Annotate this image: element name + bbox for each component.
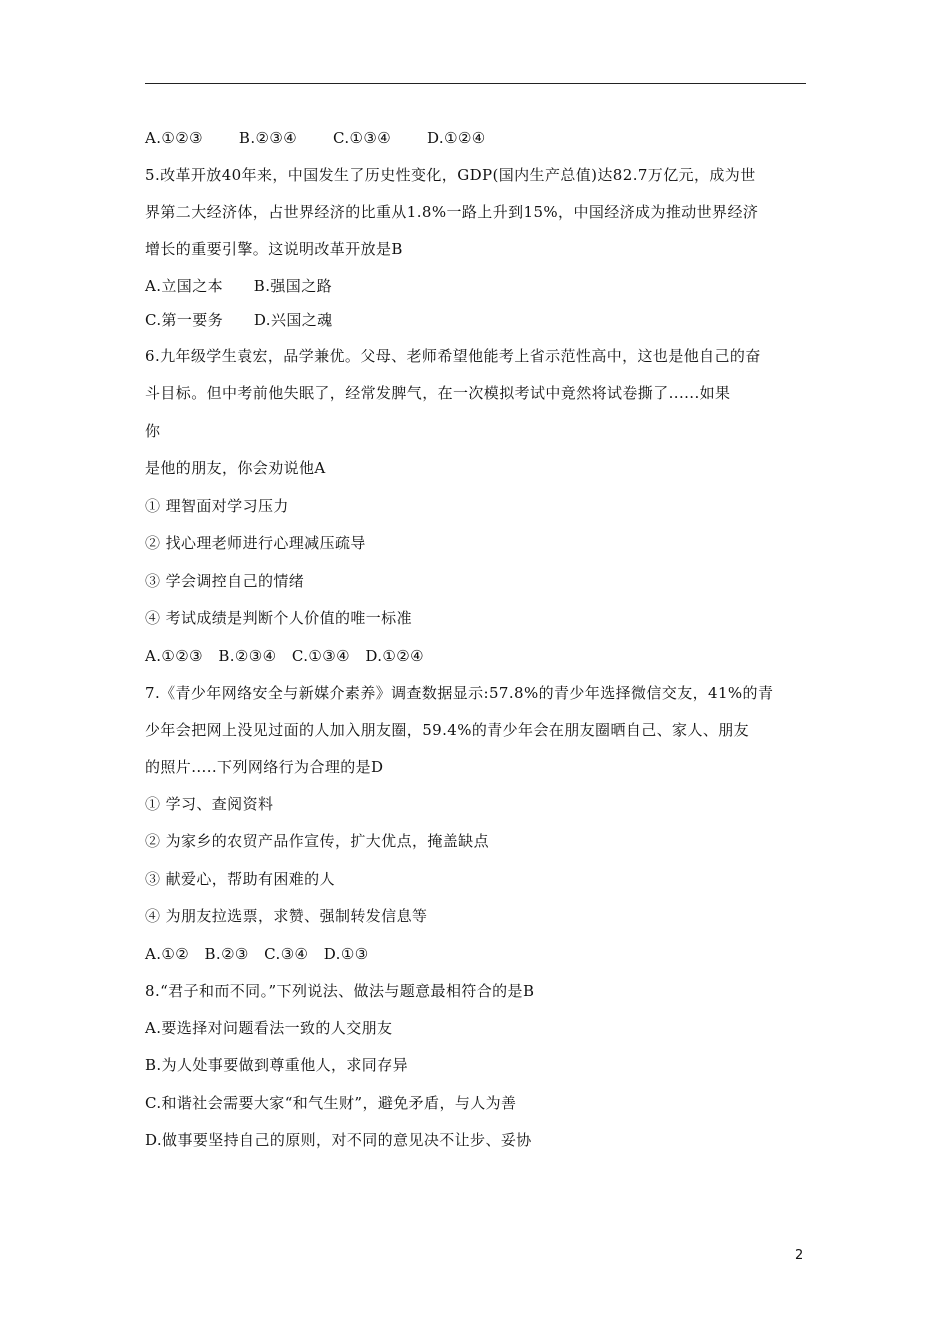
q8-option-c: C.和谐社会需要大家“和气生财”，避免矛盾，与人为善 <box>145 1094 517 1112</box>
q8-option-a: A.要选择对问题看法一致的人交朋友 <box>145 1019 393 1037</box>
q5-options-ab: A.立国之本 B.强国之路 <box>145 277 332 295</box>
q6-stem-line-2: 斗目标。但中考前他失眠了，经常发脾气，在一次模拟考试中竟然将试卷撕了......如果 <box>145 384 731 402</box>
q8-stem: 8.“君子和而不同。”下列说法、做法与题意最相符合的是B <box>145 982 535 1000</box>
q7-item-3: ③ 献爱心，帮助有困难的人 <box>145 870 335 888</box>
q5-stem-line-2: 界第二大经济体，占世界经济的比重从1.8%一路上升到15%，中国经济成为推动世界经济 <box>145 203 759 221</box>
q8-option-d: D.做事要坚持自己的原则，对不同的意见决不让步、妥协 <box>145 1131 532 1149</box>
page-number: 2 <box>795 1248 804 1263</box>
q6-item-2: ② 找心理老师进行心理减压疏导 <box>145 534 366 552</box>
q7-stem-line-1: 7.《青少年网络安全与新媒介素养》调查数据显示:57.8%的青少年选择微信交友，41%的青 <box>145 684 774 702</box>
q7-stem-line-2: 少年会把网上没见过面的人加入朋友圈，59.4%的青少年会在朋友圈晒自己、家人、朋友 <box>145 721 750 739</box>
q7-stem-line-3: 的照片.....下列网络行为合理的是D <box>145 758 384 776</box>
q5-options-cd: C.第一要务 D.兴国之魂 <box>145 311 333 329</box>
q7-item-4: ④ 为朋友拉选票，求赞、强制转发信息等 <box>145 907 428 925</box>
q4-options: A.①②③ B.②③④ C.①③④ D.①②④ <box>145 129 486 147</box>
q7-options: A.①② B.②③ C.③④ D.①③ <box>145 945 369 963</box>
q6-item-3: ③ 学会调控自己的情绪 <box>145 572 305 590</box>
q6-item-1: ① 理智面对学习压力 <box>145 497 289 515</box>
q6-stem-line-3: 你 <box>145 422 161 440</box>
q7-item-2: ② 为家乡的农贸产品作宣传，扩大优点，掩盖缺点 <box>145 832 489 850</box>
q6-stem-line-1: 6.九年级学生袁宏，品学兼优。父母、老师希望他能考上省示范性高中，这也是他自己的奋 <box>145 347 761 365</box>
q5-stem-line-1: 5.改革开放40年来，中国发生了历史性变化，GDP(国内生产总值)达82.7万亿元，成为世 <box>145 166 756 184</box>
q6-options: A.①②③ B.②③④ C.①③④ D.①②④ <box>145 647 424 665</box>
q8-option-b: B.为人处事要做到尊重他人，求同存异 <box>145 1056 408 1074</box>
q6-stem-line-4: 是他的朋友，你会劝说他A <box>145 459 326 477</box>
q6-item-4: ④ 考试成绩是判断个人价值的唯一标准 <box>145 609 412 627</box>
header-rule <box>145 83 806 84</box>
q5-stem-line-3: 增长的重要引擎。这说明改革开放是B <box>145 240 403 258</box>
q7-item-1: ① 学习、查阅资料 <box>145 795 274 813</box>
